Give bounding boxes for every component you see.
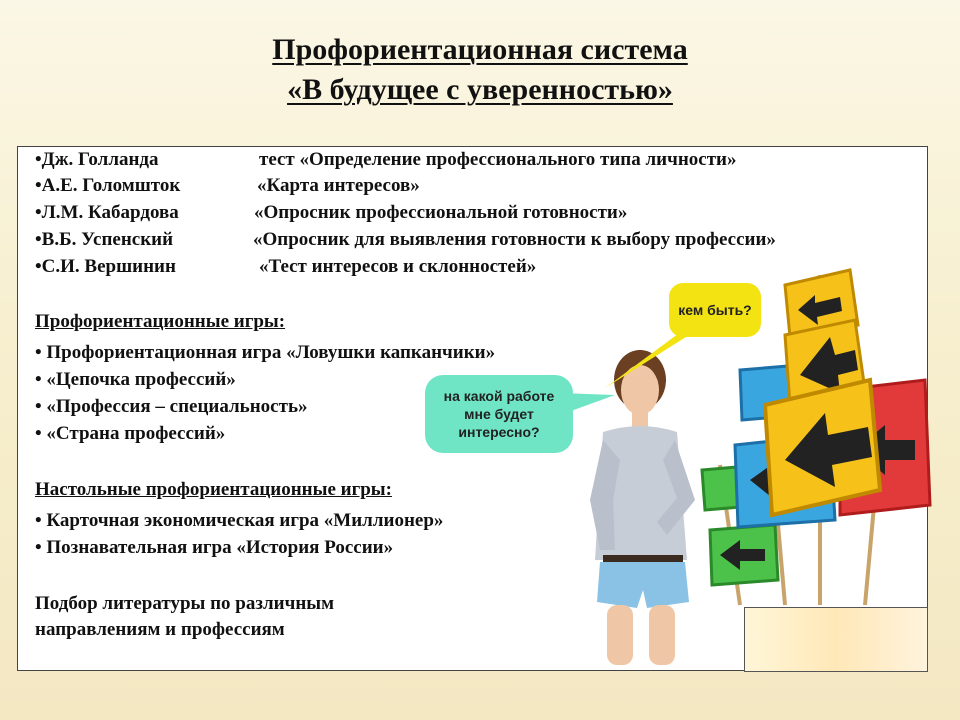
test-name: «Карта интересов» — [257, 175, 420, 196]
game-item: • «Страна профессий» — [35, 423, 226, 444]
game-item: • Профориентационная игра «Ловушки капканчики» — [35, 342, 496, 363]
speech-bubble-teal — [425, 375, 573, 453]
title-line-2: «В будущее с уверенностью» — [287, 73, 673, 106]
speech-bubble-yellow: кем быть? — [669, 283, 761, 337]
title-line-1: Профориентационная система — [272, 33, 688, 66]
game-item: • «Профессия – специальность» — [35, 396, 308, 417]
board-game-item: • Карточная экономическая игра «Миллионер» — [35, 510, 444, 531]
test-row — [35, 229, 895, 255]
test-row — [35, 202, 895, 228]
test-author: •В.Б. Успенский — [35, 229, 174, 250]
test-author: •А.Е. Голомшток — [35, 175, 181, 196]
literature-line-1: Подбор литературы по различным — [35, 593, 335, 614]
bubble-teal-line-1: на какой работе — [443, 388, 555, 404]
bubble-teal-line-3: интересно? — [458, 424, 540, 440]
literature-line-2: направлениям и профессиям — [35, 619, 285, 640]
test-author: •Л.М. Кабардова — [35, 202, 179, 223]
board-games-heading: Настольные профориентационные игры: — [35, 479, 392, 500]
test-name: «Опросник профессиональной готовности» — [254, 202, 628, 223]
test-name: «Тест интересов и склонностей» — [259, 256, 537, 277]
games-heading: Профориентационные игры: — [35, 311, 286, 332]
game-item: • «Цепочка профессий» — [35, 369, 236, 390]
test-row — [35, 175, 895, 201]
test-name: «Опросник для выявления готовности к выбору профессии» — [253, 229, 776, 250]
corner-box — [744, 607, 928, 672]
test-row — [35, 149, 895, 175]
board-game-item: • Познавательная игра «История России» — [35, 537, 394, 558]
test-name: тест «Определение профессионального типа личности» — [259, 149, 737, 170]
test-author: •Дж. Голланда — [35, 149, 159, 170]
bubble-teal-line-2: мне будет — [464, 406, 534, 422]
slide-title — [0, 30, 960, 110]
test-author: •С.И. Вершинин — [35, 256, 176, 277]
